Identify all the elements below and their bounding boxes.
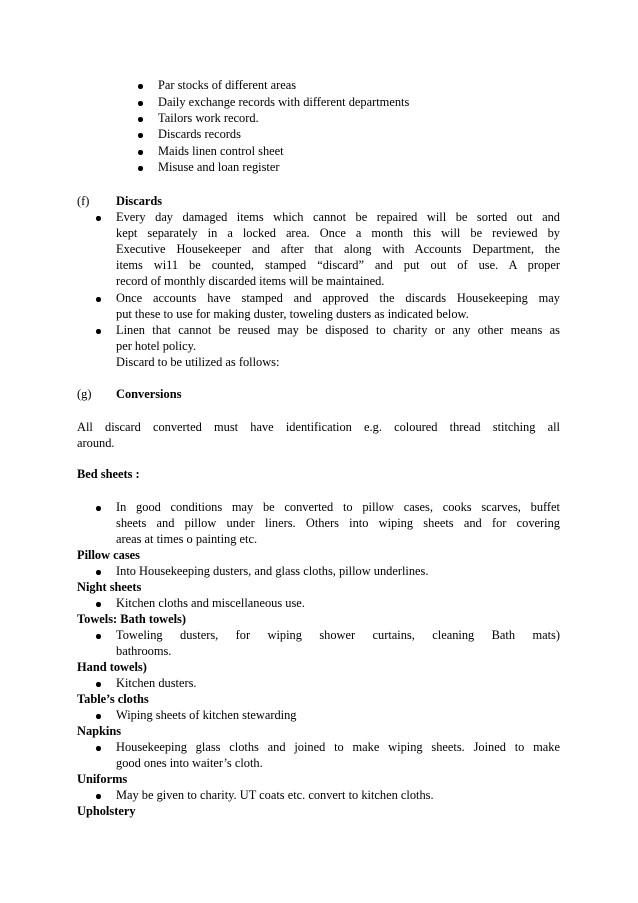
paragraph-line: Housekeeping glass cloths and joined to make wiping sheets. Joined to make (116, 740, 560, 754)
bullet-icon (138, 84, 143, 89)
top-list-item: Daily exchange records with different departments (158, 95, 410, 109)
bullet-icon (96, 329, 101, 334)
paragraph-line: May be given to charity. UT coats etc. convert to kitchen cloths. (116, 788, 434, 802)
bullet-icon (138, 117, 143, 122)
top-list-item: Misuse and loan register (158, 160, 280, 174)
bullet-icon (138, 150, 143, 155)
bullet-icon (96, 602, 101, 607)
bullet-icon (96, 506, 101, 511)
paragraph-line: Executive Housekeeper and after that along with Accounts Department, the (116, 242, 560, 256)
paragraph-line: Kitchen cloths and miscellaneous use. (116, 596, 305, 610)
top-list-item: Tailors work record. (158, 111, 259, 125)
bullet-icon (96, 682, 101, 687)
paragraph-line: In good conditions may be converted to pillow cases, cooks scarves, buffet (116, 500, 560, 514)
top-list-item: Maids linen control sheet (158, 144, 284, 158)
bullet-icon (96, 297, 101, 302)
paragraph-line: Once accounts have stamped and approved the discards Housekeeping may (116, 291, 560, 305)
paragraph-line: per hotel policy. (116, 339, 197, 353)
paragraph-line: record of monthly discarded items will be maintained. (116, 274, 385, 288)
paragraph-line: around. (77, 436, 115, 450)
paragraph-line: Kitchen dusters. (116, 676, 197, 690)
paragraph-line: Toweling dusters, for wiping shower curtains, cleaning Bath mats) (116, 628, 560, 642)
bullet-icon (96, 634, 101, 639)
napkins-heading: Napkins (77, 724, 122, 738)
top-list-item: Par stocks of different areas (158, 78, 297, 92)
bullet-icon (96, 714, 101, 719)
hand-towels-heading: Hand towels) (77, 660, 147, 674)
tables-cloths-heading: Table’s cloths (77, 692, 149, 706)
paragraph-line: Discard to be utilized as follows: (116, 355, 280, 369)
pillow-cases-heading: Pillow cases (77, 548, 140, 562)
paragraph-line: Wiping sheets of kitchen stewarding (116, 708, 297, 722)
bullet-icon (96, 746, 101, 751)
paragraph-line: items wi11 be counted, stamped “discard” and put out of use. A proper (116, 258, 560, 272)
paragraph-line: bathrooms. (116, 644, 172, 658)
uniforms-heading: Uniforms (77, 772, 128, 786)
bullet-icon (138, 101, 143, 106)
paragraph-line: Into Housekeeping dusters, and glass cloths, pillow underlines. (116, 564, 429, 578)
bullet-icon (138, 133, 143, 138)
bed-sheets-heading: Bed sheets : (77, 467, 140, 481)
paragraph-line: Every day damaged items which cannot be repaired will be sorted out and (116, 210, 560, 224)
towels-heading: Towels: Bath towels) (77, 612, 186, 626)
bullet-icon (96, 216, 101, 221)
paragraph-line: areas at times o painting etc. (116, 532, 258, 546)
section-g-marker: (g) (77, 387, 92, 401)
bullet-icon (138, 166, 143, 171)
section-f-heading: Discards (116, 194, 163, 208)
bullet-icon (96, 794, 101, 799)
section-g-heading: Conversions (116, 387, 182, 401)
paragraph-line: All discard converted must have identification e.g. coloured thread stitching all (77, 420, 560, 434)
section-f-marker: (f) (77, 194, 90, 208)
paragraph-line: Linen that cannot be reused may be disposed to charity or any other means as (116, 323, 560, 337)
night-sheets-heading: Night sheets (77, 580, 142, 594)
top-list-item: Discards records (158, 127, 241, 141)
paragraph-line: good ones into waiter’s cloth. (116, 756, 263, 770)
bullet-icon (96, 570, 101, 575)
upholstery-heading: Upholstery (77, 804, 136, 818)
paragraph-line: kept separately in a locked area. Once a month this will be reviewed by (116, 226, 560, 240)
paragraph-line: sheets and pillow under liners. Others into wiping sheets and for covering (116, 516, 560, 530)
paragraph-line: put these to use for making duster, toweling dusters as indicated below. (116, 307, 469, 321)
